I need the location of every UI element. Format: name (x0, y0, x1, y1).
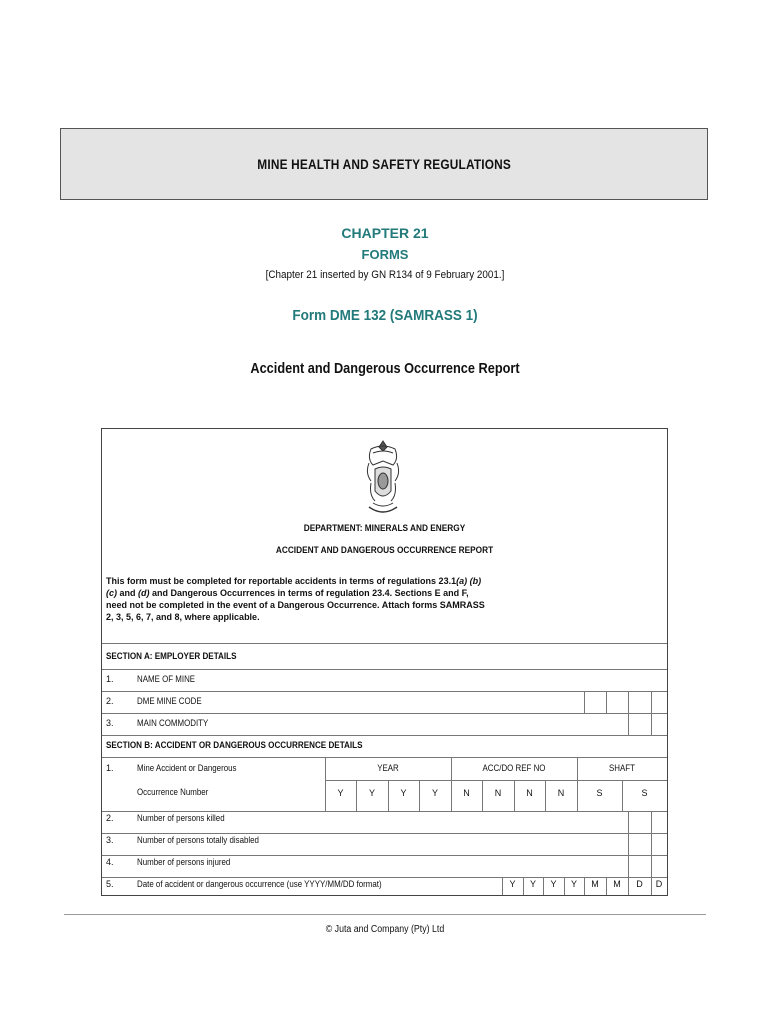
cell-border (545, 780, 546, 811)
row-number: 3. (106, 835, 114, 845)
shaft-cell[interactable]: S (641, 788, 648, 798)
section-a-title: SECTION A: EMPLOYER DETAILS (106, 651, 237, 661)
year-header: YEAR (377, 763, 399, 773)
footer-divider (64, 914, 706, 915)
date-of-accident-label: Date of accident or dangerous occurrence (use YYYY/MM/DD format) (137, 879, 382, 889)
ref-cell[interactable]: N (494, 788, 502, 798)
banner-title: MINE HEALTH AND SAFETY REGULATIONS (257, 156, 511, 172)
divider (102, 855, 667, 856)
occurrence-label-line-1: Mine Accident or Dangerous (137, 763, 237, 773)
ref-cell[interactable]: N (557, 788, 565, 798)
row-number: 1. (106, 763, 114, 773)
cell-border (514, 780, 515, 811)
divider (102, 643, 667, 644)
divider (102, 735, 667, 736)
main-commodity-label: MAIN COMMODITY (137, 718, 209, 728)
cell-border (419, 780, 420, 811)
cell-border (628, 877, 629, 895)
persons-injured-label: Number of persons injured (137, 857, 231, 867)
row-number: 5. (106, 879, 114, 889)
department-name: DEPARTMENT: MINERALS AND ENERGY (303, 523, 466, 533)
row-number: 3. (106, 718, 114, 728)
instructions-part-2: and (117, 588, 139, 598)
date-cell[interactable]: M (591, 879, 599, 889)
cell-border (606, 877, 607, 895)
cell-border (628, 691, 629, 713)
footer-copyright: © Juta and Company (Pty) Ltd (325, 924, 445, 935)
shaft-header: SHAFT (609, 763, 635, 773)
header-banner (60, 128, 708, 200)
shaft-cell[interactable]: S (596, 788, 603, 798)
dme-mine-code-label: DME MINE CODE (137, 696, 202, 706)
form-instructions (106, 575, 486, 623)
chapter-number: CHAPTER 21 (341, 225, 429, 241)
divider (102, 811, 667, 812)
name-of-mine-label: NAME OF MINE (137, 674, 196, 684)
form-box (101, 428, 668, 896)
cell-border (651, 713, 652, 735)
inserted-note: [Chapter 21 inserted by GN R134 of 9 February 2001.] (265, 269, 505, 281)
divider (102, 669, 667, 670)
cell-border (651, 811, 652, 877)
cell-border (523, 877, 524, 895)
report-title: Accident and Dangerous Occurrence Report (250, 360, 520, 377)
divider (325, 780, 667, 781)
divider (102, 877, 667, 878)
cell-border (543, 877, 544, 895)
cell-border (584, 877, 585, 895)
cell-border (651, 691, 652, 713)
instructions-italic: (a) (b) (c) (106, 576, 482, 598)
date-cell[interactable]: D (655, 879, 663, 889)
cell-border (451, 757, 452, 811)
persons-killed-label: Number of persons killed (137, 813, 225, 823)
cell-border (628, 713, 629, 735)
date-cell[interactable]: M (613, 879, 621, 889)
cell-border (606, 691, 607, 713)
year-cell[interactable]: Y (337, 788, 344, 798)
divider (102, 757, 667, 758)
section-b-title: SECTION B: ACCIDENT OR DANGEROUS OCCURRENCE DETAILS (106, 740, 363, 750)
cell-border (628, 811, 629, 877)
date-cell[interactable]: Y (529, 879, 536, 889)
row-number: 4. (106, 857, 114, 867)
instructions-part-3: and Dangerous Occurrences in terms of regulation 23.4. Sections E and F, need not be completed in the event of a Dangerous Occurrence. Attach forms SAMRASS 2, 3, 5, 6, 7, and 8, where applicable. (106, 588, 485, 622)
date-cell[interactable]: Y (570, 879, 577, 889)
row-number: 1. (106, 674, 114, 684)
cell-border (482, 780, 483, 811)
year-cell[interactable]: Y (431, 788, 438, 798)
divider (102, 833, 667, 834)
year-cell[interactable]: Y (368, 788, 375, 798)
cell-border (356, 780, 357, 811)
row-number: 2. (106, 696, 114, 706)
row-number: 2. (106, 813, 114, 823)
report-heading: ACCIDENT AND DANGEROUS OCCURRENCE REPORT (275, 545, 494, 555)
coat-of-arms-icon (363, 439, 403, 519)
cell-border (564, 877, 565, 895)
date-cell[interactable]: D (636, 879, 643, 889)
divider (102, 713, 667, 714)
year-cell[interactable]: Y (400, 788, 407, 798)
divider (102, 691, 667, 692)
date-cell[interactable]: Y (509, 879, 516, 889)
persons-disabled-label: Number of persons totally disabled (137, 835, 259, 845)
ref-no-header: ACC/DO REF NO (482, 763, 546, 773)
chapter-title: FORMS (361, 247, 409, 262)
occurrence-label-line-2: Occurrence Number (137, 787, 209, 797)
cell-border (651, 877, 652, 895)
date-cell[interactable]: Y (550, 879, 557, 889)
form-code: Form DME 132 (SAMRASS 1) (292, 307, 478, 324)
ref-cell[interactable]: N (463, 788, 470, 798)
cell-border (577, 757, 578, 811)
cell-border (388, 780, 389, 811)
instructions-italic-2: (d) (138, 588, 150, 598)
cell-border (325, 757, 326, 811)
instructions-part-1: This form must be completed for reportable accidents in terms of regulations 23.1 (106, 576, 457, 586)
ref-cell[interactable]: N (526, 788, 533, 798)
cell-border (584, 691, 585, 713)
cell-border (622, 780, 623, 811)
